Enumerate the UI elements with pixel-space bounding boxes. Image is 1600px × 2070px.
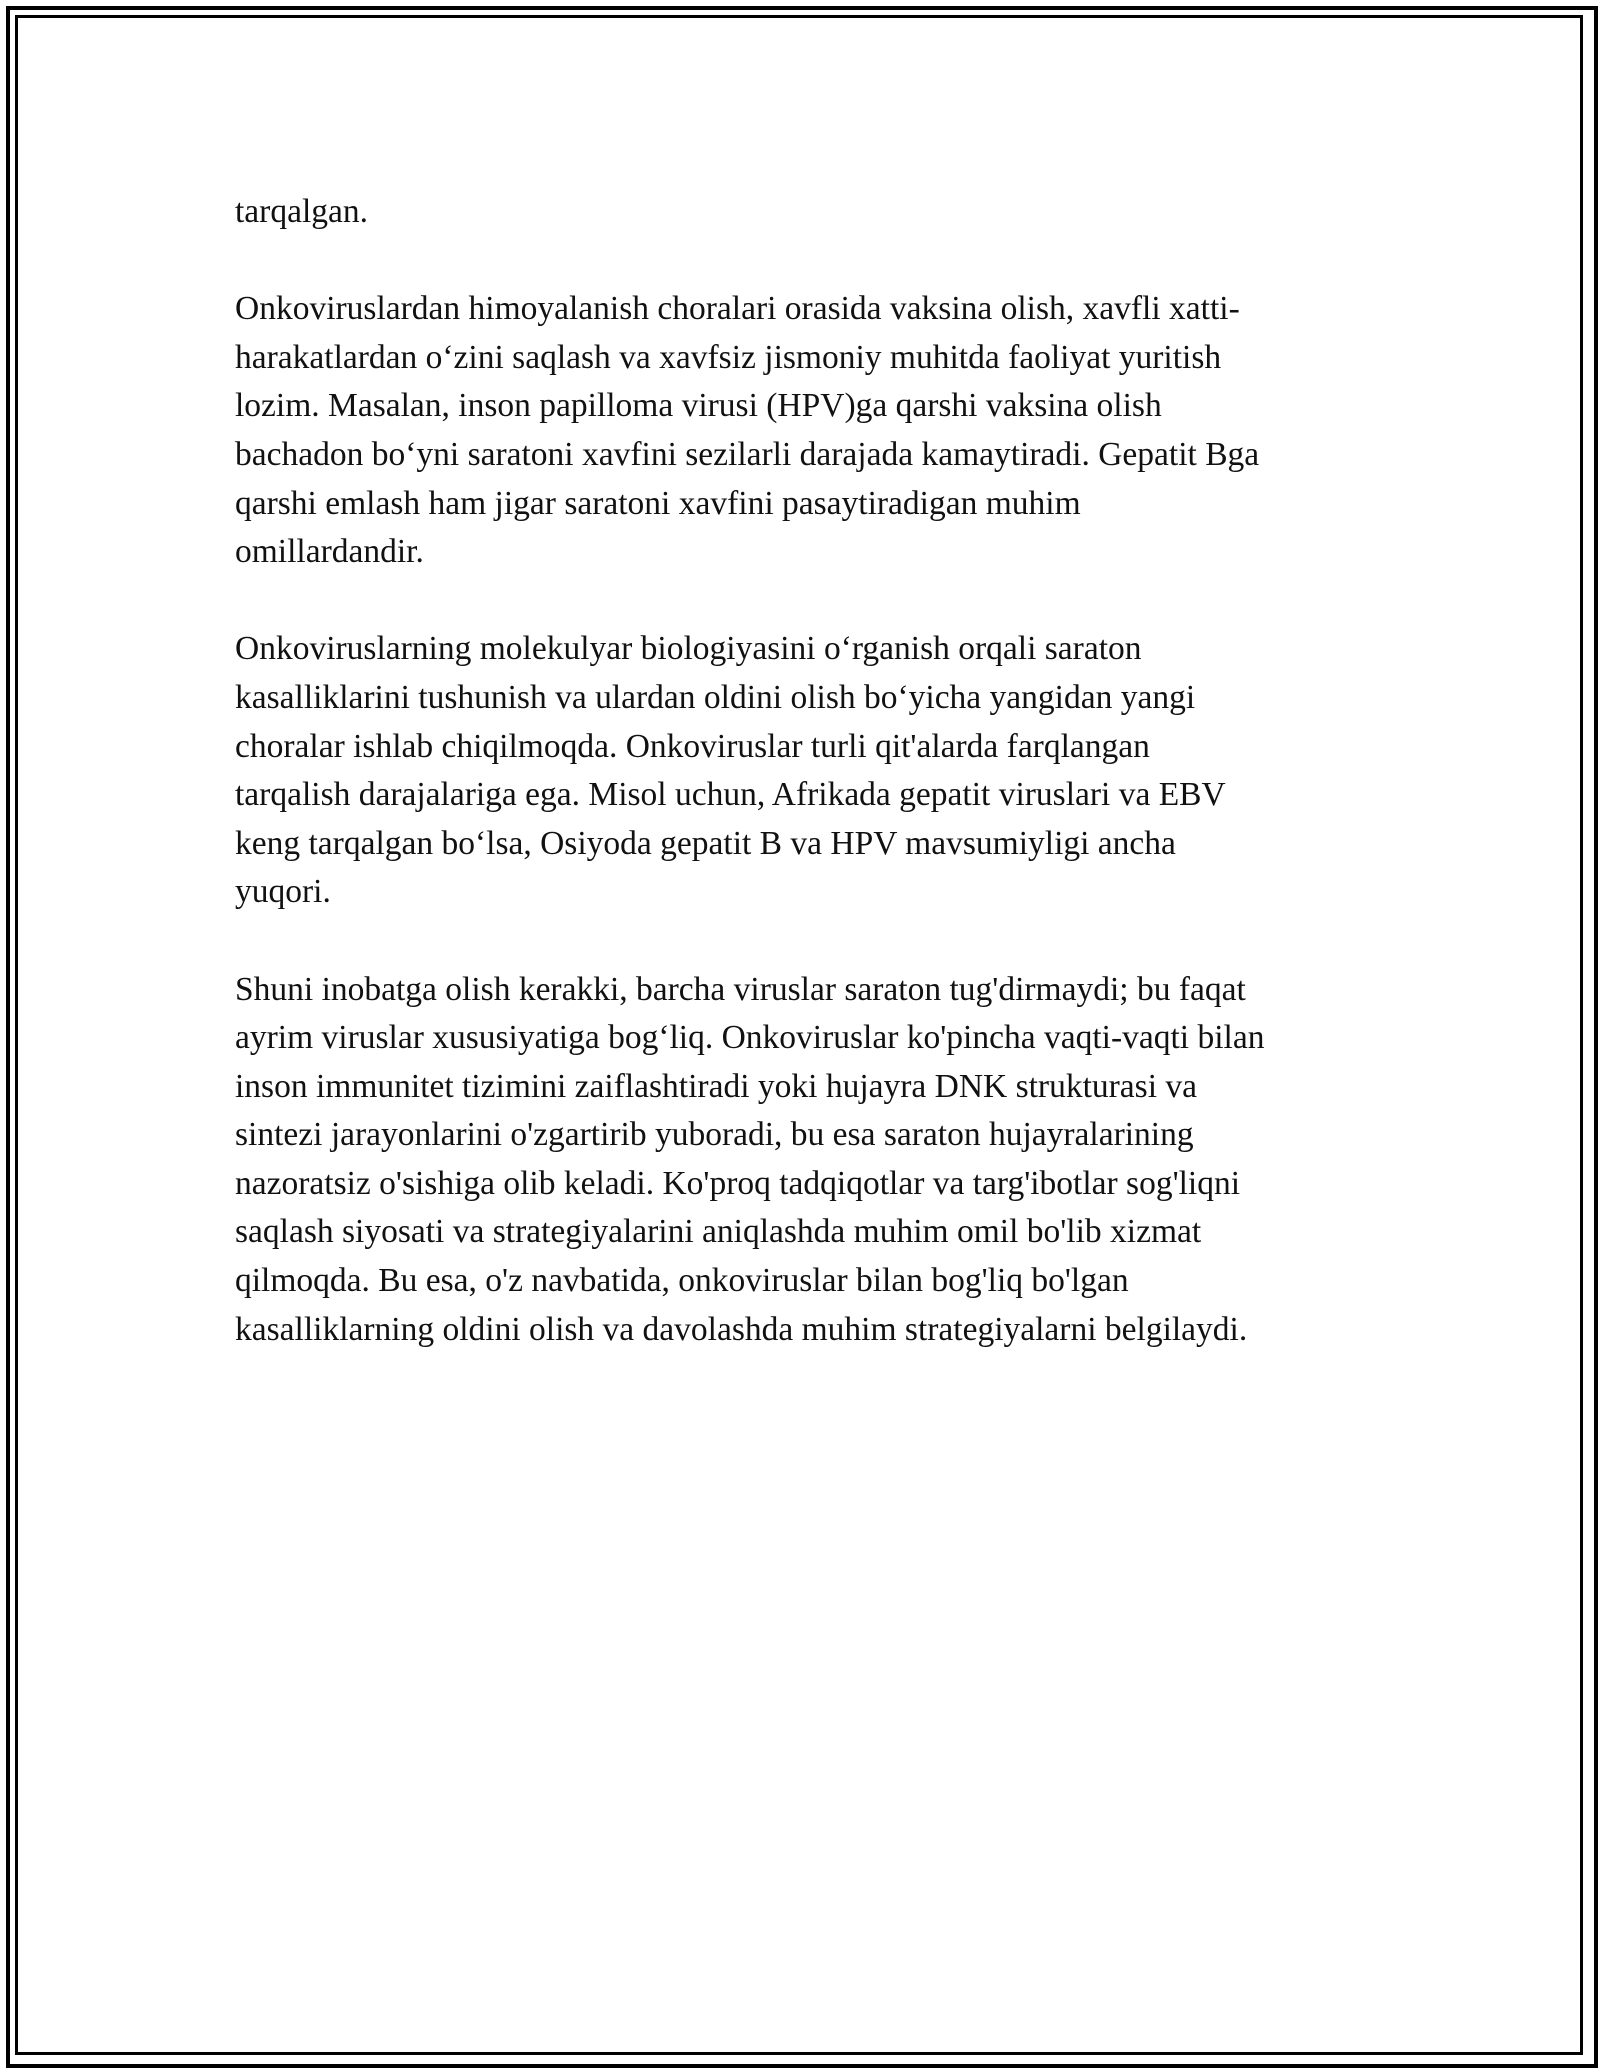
text-line: kasalliklarini tushunish va ulardan oldini olish bo‘yicha yangidan yangi (235, 678, 1196, 716)
text-line: Shuni inobatga olish kerakki, barcha viruslar saraton tug'dirmaydi; bu faqat (235, 970, 1246, 1008)
text-line: Onkoviruslarning molekulyar biologiyasini o‘rganish orqali saraton (235, 630, 1142, 668)
text-line: omillardandir. (235, 533, 424, 571)
text-line: yuqori. (235, 873, 331, 911)
paragraph-4 (235, 966, 1385, 1355)
text-line: tarqalgan. (235, 193, 369, 230)
text-line: qarshi emlash ham jigar saratoni xavfini pasaytiradigan muhim (235, 484, 1081, 522)
text-line: qilmoqda. Bu esa, o'z navbatida, onkoviruslar bilan bog'liq bo'lgan (235, 1262, 1129, 1300)
text-line: bachadon bo‘yni saratoni xavfini sezilarli darajada kamaytiradi. Gepatit Bga (235, 435, 1260, 473)
text-line: inson immunitet tizimini zaiflashtiradi yoki hujayra DNK strukturasi va (235, 1067, 1198, 1105)
text-line: choralar ishlab chiqilmoqda. Onkoviruslar turli qit'alarda farqlangan (235, 727, 1150, 765)
text-line: kasalliklarning oldini olish va davolashda muhim strategiyalarni belgilaydi. (235, 1310, 1248, 1348)
text-line: lozim. Masalan, inson papilloma virusi (HPV)ga qarshi vaksina olish (235, 387, 1162, 425)
text-line: nazoratsiz o'sishiga olib keladi. Ko'proq tadqiqotlar va targ'ibotlar sog'liqni (235, 1164, 1241, 1202)
text-line: ayrim viruslar xususiyatiga bog‘liq. Onkoviruslar ko'pincha vaqti-vaqti bilan (235, 1019, 1265, 1057)
text-line: tarqalish darajalariga ega. Misol uchun, Afrikada gepatit viruslari va EBV (235, 776, 1226, 814)
paragraph-2 (235, 285, 1385, 577)
text-line: keng tarqalgan bo‘lsa, Osiyoda gepatit B va HPV mavsumiyligi ancha (235, 824, 1176, 862)
paragraph-1 (235, 188, 1385, 237)
document-body (235, 188, 1385, 1403)
text-line: saqlash siyosati va strategiyalarini aniqlashda muhim omil bo'lib xizmat (235, 1213, 1202, 1251)
text-line: Onkoviruslardan himoyalanish choralari orasida vaksina olish, xavfli xatti- (235, 290, 1240, 328)
text-line: harakatlardan o‘zini saqlash va xavfsiz jismoniy muhitda faoliyat yuritish (235, 338, 1222, 376)
text-line: sintezi jarayonlarini o'zgartirib yuboradi, bu esa saraton hujayralarining (235, 1116, 1194, 1154)
paragraph-3 (235, 625, 1385, 917)
